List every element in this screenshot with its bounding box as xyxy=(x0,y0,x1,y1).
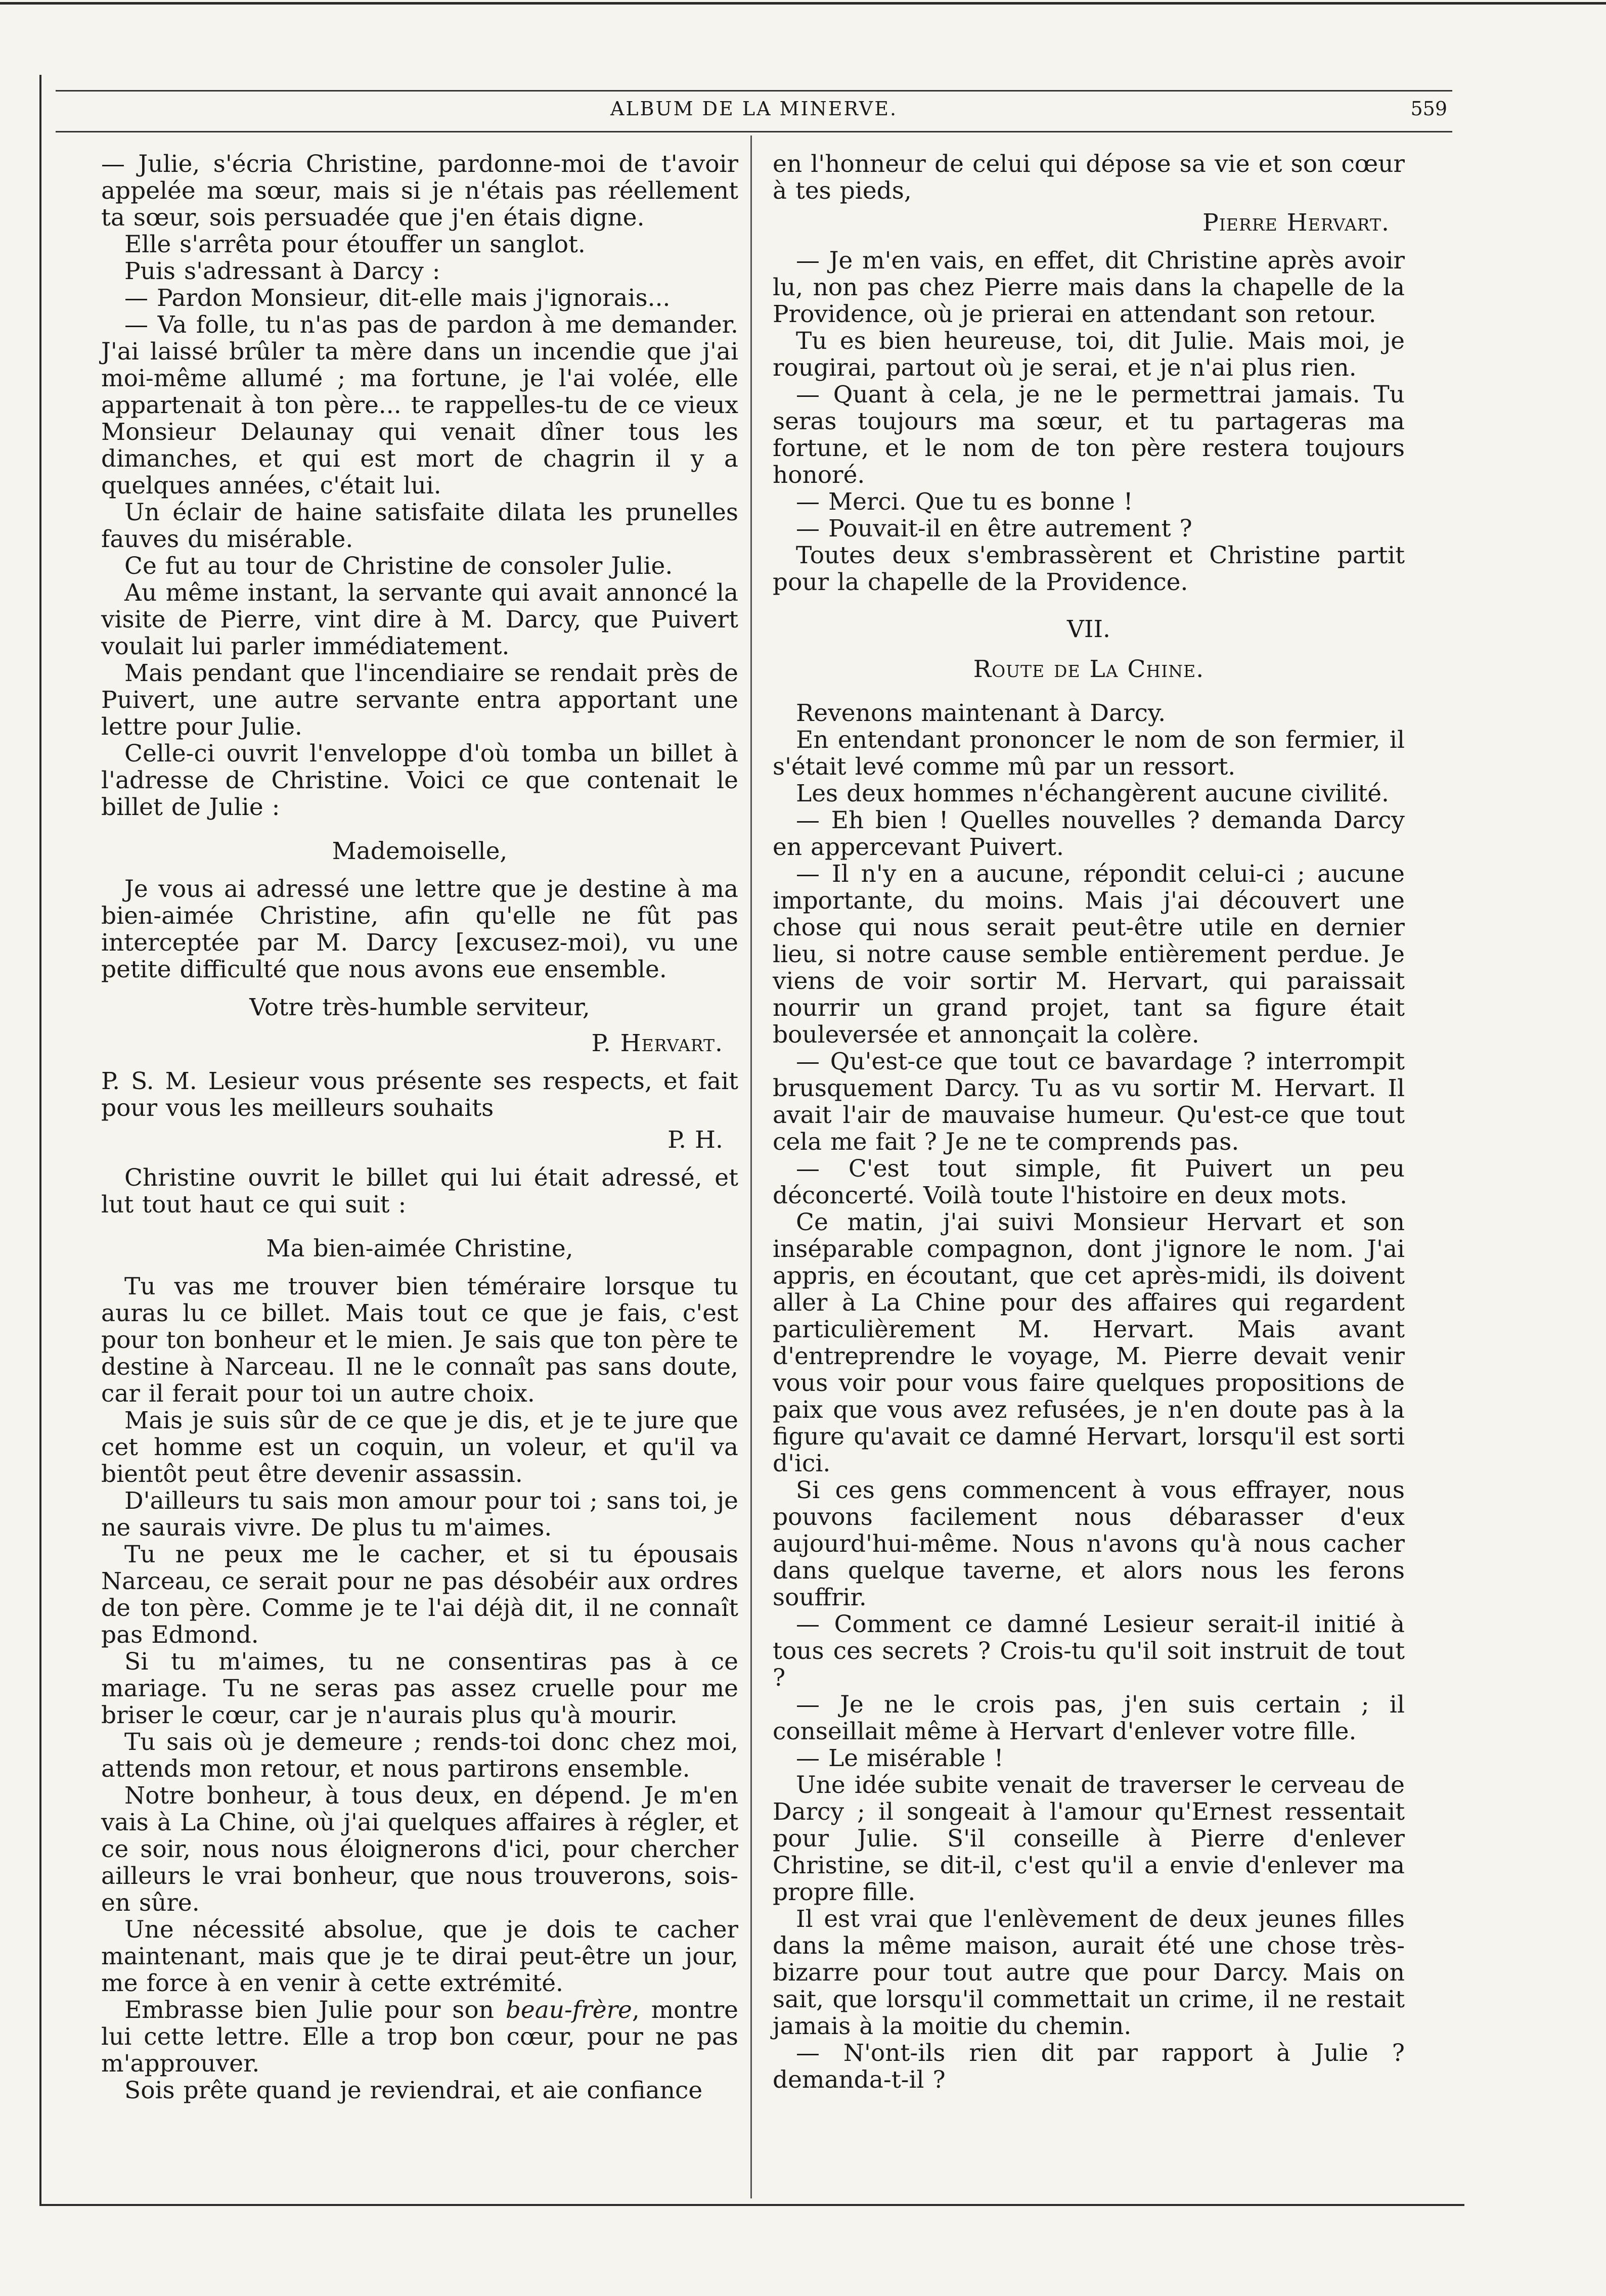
top-rule xyxy=(0,2,1606,5)
paragraph: — C'est tout simple, fit Puivert un peu déconcerté. Voilà toute l'histoire en deux mots. xyxy=(773,1155,1405,1209)
paragraph: — Je ne le crois pas, j'en suis certain ; il conseillait même à Hervart d'enlever votre fille. xyxy=(773,1691,1405,1745)
letter-paragraph: D'ailleurs tu sais mon amour pour toi ; sans toi, je ne saurais vivre. De plus tu m'aimes. xyxy=(101,1487,738,1542)
letter-paragraph: Une nécessité absolue, que je dois te cacher maintenant, mais que je te dirai peut-être un jour, me force à en venir à cette extrémité. xyxy=(101,1916,738,1997)
letter-salutation: Ma bien-aimée Christine, xyxy=(266,1235,573,1263)
paragraph: Mais pendant que l'incendiaire se rendait près de Puivert, une autre servante entra apportant une lettre pour Julie. xyxy=(101,659,738,741)
paragraph: Toutes deux s'embrassèrent et Christine partit pour la chapelle de la Providence. xyxy=(773,542,1405,596)
paragraph: En entendant prononcer le nom de son fermier, il s'était levé comme mû par un ressort. xyxy=(773,726,1405,781)
column-divider xyxy=(750,136,752,2198)
paragraph: Une idée subite venait de traverser le cerveau de Darcy ; il songeait à l'amour qu'Ernest ressentait pour Julie. S'il conseille à Pierre d'enlever Christine, se dit-il, c'est qu'il a envie d'enlever ma propre fille. xyxy=(773,1771,1405,1906)
paragraph: en l'honneur de celui qui dépose sa vie et son cœur à tes pieds, xyxy=(773,150,1405,205)
paragraph: — Quant à cela, je ne le permettrai jamais. Tu seras toujours ma sœur, et tu partageras ma fortune, et le nom de ton père restera toujours honoré. xyxy=(773,381,1405,489)
letter-postscript: P. S. M. Lesieur vous présente ses respects, et fait pour vous les meilleurs souhaits xyxy=(101,1067,738,1122)
paragraph: Il est vrai que l'enlèvement de deux jeunes filles dans la même maison, aurait été une chose très-bizarre pour tout autre que pour Darcy. Mais on sait, que lorsqu'il commettait un crime, il ne restait jamais à la moitie du chemin. xyxy=(773,1905,1405,2040)
paragraph: — Je m'en vais, en effet, dit Christine après avoir lu, non pas chez Pierre mais dans la chapelle de la Providence, où je prierai en attendant son retour. xyxy=(773,247,1405,328)
letter-paragraph: Tu vas me trouver bien téméraire lorsque tu auras lu ce billet. Mais tout ce que je fais, c'est pour ton bonheur et le mien. Je sais que ton père te destine à Narceau. Il ne le connaît pas sans doute, car il ferait pour toi un autre choix. xyxy=(101,1273,738,1408)
paragraph: Revenons maintenant à Darcy. xyxy=(796,699,1166,727)
paragraph: — Comment ce damné Lesieur serait-il initié à tous ces secrets ? Crois-tu qu'il soit instruit de tout ? xyxy=(773,1610,1405,1692)
italic-word: beau-frère xyxy=(505,1996,632,2024)
letter-paragraph: Mais je suis sûr de ce que je dis, et je te jure que cet homme est un coquin, un voleur, et qu'il va bientôt peut être devenir assassin. xyxy=(101,1407,738,1488)
letter-paragraph xyxy=(101,1997,738,2077)
letter-paragraph: Sois prête quand je reviendrai, et aie confiance xyxy=(124,2077,703,2104)
letter-signature: P. Hervart. xyxy=(591,1029,723,1057)
paragraph: — N'ont-ils rien dit par rapport à Julie ? demanda-t-il ? xyxy=(773,2039,1405,2094)
left-column xyxy=(101,151,738,2104)
postscript-initials: P. H. xyxy=(667,1126,723,1154)
paragraph: Un éclair de haine satisfaite dilata les prunelles fauves du misérable. xyxy=(101,499,738,553)
letter-paragraph: Tu ne peux me le cacher, et si tu épousais Narceau, ce serait pour ne pas désobéir aux ordres de ton père. Comme je te l'ai déjà dit, il ne connaît pas Edmond. xyxy=(101,1541,738,1649)
paragraph: Puis s'adressant à Darcy : xyxy=(124,257,440,285)
paragraph: — Va folle, tu n'as pas de pardon à me demander. J'ai laissé brûler ta mère dans un incendie que j'ai moi-même allumé ; ma fortune, je l'ai volée, elle appartenait à ton père... te rappelles-tu de ce vieux Monsieur Delaunay qui venait dîner tous les dimanches, et qui est mort de chagrin il y a quelques années, c'était lui. xyxy=(101,311,738,500)
letter-closing: Votre très-humble serviteur, xyxy=(249,994,590,1021)
letter-signature: Pierre Hervart. xyxy=(1202,209,1390,237)
chapter-number: VII. xyxy=(1066,615,1110,643)
letter-paragraph: Notre bonheur, à tous deux, en dépend. Je m'en vais à La Chine, où j'ai quelques affaires à régler, et ce soir, nous nous éloignerons d'ici, pour chercher ailleurs le vrai bonheur, que nous trouverons, sois-en sûre. xyxy=(101,1782,738,1917)
page-number: 559 xyxy=(1410,98,1447,120)
paragraph: Les deux hommes n'échangèrent aucune civilité. xyxy=(796,780,1389,807)
letter-salutation: Mademoiselle, xyxy=(332,837,508,865)
right-column xyxy=(773,151,1405,2093)
text-run: Embrasse bien Julie pour son xyxy=(124,1996,506,2024)
text-run: , montre lui cette lettre. Elle a trop bon cœur, pour ne pas m'approuver. xyxy=(101,1996,739,2078)
paragraph: Tu es bien heureuse, toi, dit Julie. Mais moi, je rougirai, partout où je serai, et je n'ai plus rien. xyxy=(773,327,1405,382)
paragraph: Ce matin, j'ai suivi Monsieur Hervart et son inséparable compagnon, dont j'ignore le nom. J'ai appris, en écoutant, que cet après-midi, ils doivent aller à La Chine pour des affaires qui regardent particulièrement M. Hervart. Mais avant d'entreprendre le voyage, M. Pierre devait venir vous voir pour vous faire quelques propositions de paix que vous avez refusées, je n'en doute pas à la figure qu'avait ce damné Hervart, lorsqu'il est sorti d'ici. xyxy=(773,1208,1405,1477)
paragraph: Elle s'arrêta pour étouffer un sanglot. xyxy=(124,231,586,258)
running-header xyxy=(56,90,1452,132)
paragraph: — Qu'est-ce que tout ce bavardage ? interrompit brusquement Darcy. Tu as vu sortir M. Hervart. Il avait l'air de mauvaise humeur. Qu'est-ce que tout cela me fait ? Je ne te comprends pas. xyxy=(773,1048,1405,1156)
paragraph: Ce fut au tour de Christine de consoler Julie. xyxy=(124,552,673,580)
paragraph: Christine ouvrit le billet qui lui était adressé, et lut tout haut ce qui suit : xyxy=(101,1164,738,1219)
paragraph: — Pardon Monsieur, dit-elle mais j'ignorais... xyxy=(124,284,671,312)
paragraph: — Julie, s'écria Christine, pardonne-moi de t'avoir appelée ma sœur, mais si je n'étais pas réellement ta sœur, sois persuadée que j'en étais digne. xyxy=(101,150,738,232)
paragraph: — Merci. Que tu es bonne ! xyxy=(796,488,1133,516)
paragraph: — Eh bien ! Quelles nouvelles ? demanda Darcy en appercevant Puivert. xyxy=(773,806,1405,861)
chapter-title: Route de La Chine. xyxy=(973,655,1204,683)
letter-paragraph: Si tu m'aimes, tu ne consentiras pas à ce mariage. Tu ne seras pas assez cruelle pour me briser le cœur, car je n'aurais plus qu'à mourir. xyxy=(101,1648,738,1729)
paragraph: Celle-ci ouvrit l'enveloppe d'où tomba un billet à l'adresse de Christine. Voici ce que contenait le billet de Julie : xyxy=(101,740,738,821)
paragraph: — Il n'y en a aucune, répondit celui-ci ; aucune importante, du moins. Mais j'ai découvert une chose qui nous serait peut-être utile en dernier lieu, si notre cause semble entièrement perdue. Je viens de voir sortir M. Hervart, qui paraissait nourrir un grand projet, tant sa figure était bouleversée et annonçait la colère. xyxy=(773,860,1405,1049)
paragraph: — Pouvait-il en être autrement ? xyxy=(796,515,1192,543)
paragraph: Au même instant, la servante qui avait annoncé la visite de Pierre, vint dire à M. Darcy, que Puivert voulait lui parler immédiatement. xyxy=(101,579,738,660)
letter-body: Je vous ai adressé une lettre que je destine à ma bien-aimée Christine, afin qu'elle ne fût pas interceptée par M. Darcy [excusez-moi), vu une petite difficulté que nous avons eue ensemble. xyxy=(101,875,738,983)
paragraph: Si ces gens commencent à vous effrayer, nous pouvons facilement nous débarasser d'eux aujourd'hui-même. Nous n'avons qu'à nous cacher dans quelque taverne, et alors nous les ferons souffrir. xyxy=(773,1476,1405,1611)
paragraph: — Le misérable ! xyxy=(796,1744,1004,1772)
letter-paragraph: Tu sais où je demeure ; rends-toi donc chez moi, attends mon retour, et nous partirons ensemble. xyxy=(101,1728,738,1783)
running-title: ALBUM DE LA MINERVE. xyxy=(610,98,898,120)
